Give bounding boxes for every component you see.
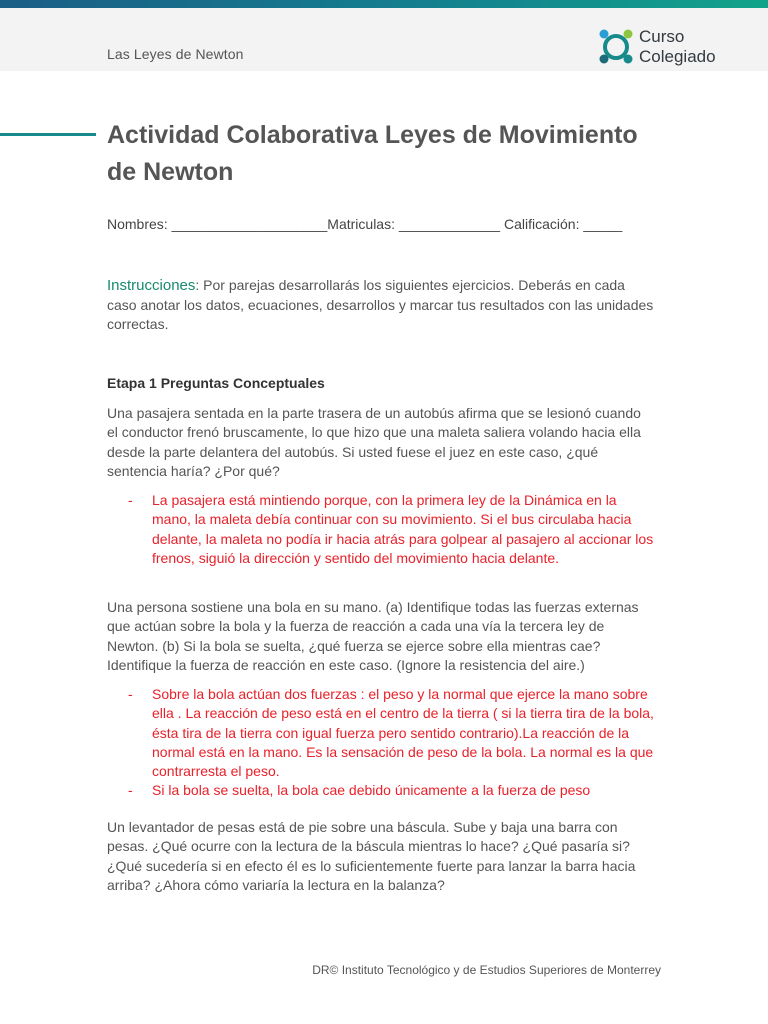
title-accent-line xyxy=(0,133,96,136)
question-2: Una persona sostiene una bola en su mano. (a) Identifique todas las fuerzas externas que actúan sobre la bola y la fuerza de reacción a cada una vía la tercera ley de Newton. (b) Si la bola se suelta, ¿qué fuerza se ejerce sobre ella mientras cae? Identifique la fuerza de reacción en este caso. (Ignore la resistencia del aire.) xyxy=(107,599,639,673)
page-header xyxy=(0,8,768,71)
question-1: Una pasajera sentada en la parte trasera de un autobús afirma que se lesionó cuando el conductor frenó bruscamente, lo que hizo que una maleta saliera volando hacia ella desde la parte delantera del autobús. Si usted fuese el juez en este caso, ¿qué sentencia haría? ¿Por qué? xyxy=(107,405,641,479)
answer-item: - Sobre la bola actúan dos fuerzas : el peso y la normal que ejerce la mano sobre ella . La reacción de peso está en el centro de la tierra ( si la tierra tira de la bola, ésta tira de la tierra con igual fuerza pero sentido contrario).La reacción de la normal está en la mano. Es la sensación de peso de la bola. La normal es la que contrarresta el peso. xyxy=(128,685,658,781)
answer-list-1 xyxy=(128,491,658,568)
student-fields-line: Nombres: ____________________Matriculas: _____________ Calificación: _____ xyxy=(107,216,623,232)
instructions-label: Instrucciones xyxy=(107,277,196,294)
people-circle-logo-icon xyxy=(597,27,635,65)
section-heading: Etapa 1 Preguntas Conceptuales xyxy=(107,375,325,391)
top-accent-bar xyxy=(0,0,768,8)
footer-copyright: DR© Instituto Tecnológico y de Estudios Superiores de Monterrey xyxy=(312,963,661,977)
curso-colegiado-logo xyxy=(597,23,768,73)
answer-item: - Si la bola se suelta, la bola cae debido únicamente a la fuerza de peso xyxy=(128,781,658,800)
logo-line-2: Colegiado xyxy=(639,47,716,66)
instructions-paragraph xyxy=(107,276,655,335)
answer-item: - La pasajera está mintiendo porque, con la primera ley de la Dinámica en la mano, la maleta debía continuar con su movimiento. Si el bus circulaba hacia delante, la maleta no podía ir hacia atrás para golpear al pasajero al accionar los frenos, siguió la dirección y sentido del movimiento hacia delante. xyxy=(128,491,658,568)
answer-list-2 xyxy=(128,685,658,801)
document-title: Actividad Colaborativa Leyes de Movimiento de Newton xyxy=(107,121,638,186)
question-3: Un levantador de pesas está de pie sobre una báscula. Sube y baja una barra con pesas. ¿Qué ocurre con la lectura de la báscula mientras lo hace? ¿Qué pasaría si? ¿Qué sucedería si en efecto él es lo suficientemente fuerte para lanzar la barra hacia arriba? ¿Ahora cómo variaría la lectura en la balanza? xyxy=(107,819,636,893)
logo-wordmark xyxy=(639,27,716,67)
logo-line-1: Curso xyxy=(639,27,685,46)
header-title: Las Leyes de Newton xyxy=(107,46,244,62)
instructions-text: : Por parejas desarrollarás los siguientes ejercicios. Deberás en cada caso anotar los datos, ecuaciones, desarrollos y marcar tus resultados con las unidades correctas. xyxy=(107,277,654,332)
